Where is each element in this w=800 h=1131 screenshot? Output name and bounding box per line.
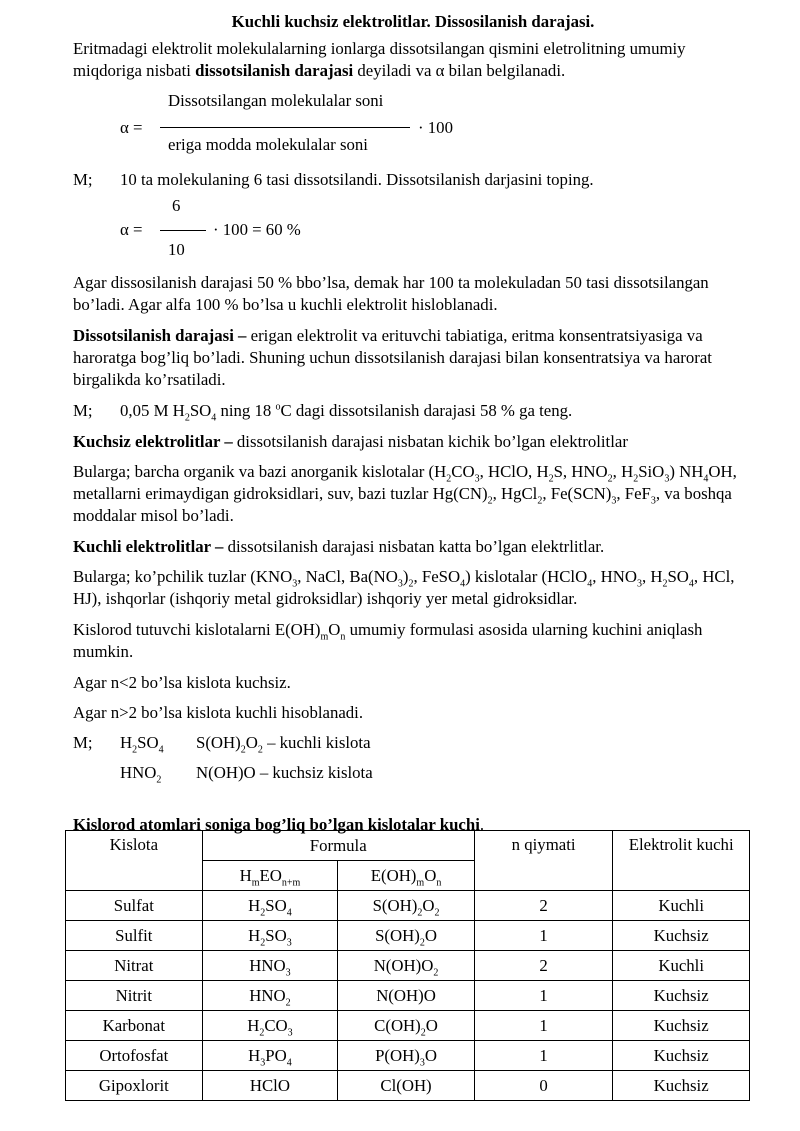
cell-strength: Kuchsiz [613, 1011, 750, 1041]
cell-acid-name: Nitrat [66, 951, 203, 981]
cell-formula-general: HClO [202, 1071, 338, 1101]
alpha-example-formula [73, 196, 753, 266]
weak-term: Kuchsiz elektrolitlar – [73, 432, 233, 451]
example-2 [73, 400, 753, 422]
intro-term: dissotsilanish darajasi [195, 61, 354, 80]
example-marker: M; [73, 170, 93, 189]
cell-formula-hydroxo: Cl(OH) [338, 1071, 475, 1101]
alpha-formula [73, 91, 753, 163]
cell-formula-general: $H_2SO_3$ [202, 921, 338, 951]
strong-text: dissotsilanish darajasi nisbatan katta bo’lgan elektrlitlar. [223, 537, 605, 556]
cell-acid-name: Sulfit [66, 921, 203, 951]
cell-formula-hydroxo: $S(OH)_2O_2$ [338, 891, 475, 921]
fraction-line [160, 127, 410, 128]
table-row [66, 981, 750, 1011]
intro-text: Eritmadagi elektrolit molekulalarning ionlarga dissotsilangan qismini eletrolitning umumiy miqdoriga nisbati [73, 39, 686, 80]
example-3-row-1 [73, 732, 753, 754]
cell-strength: Kuchli [613, 951, 750, 981]
intro-text-end: deyiladi va α bilan belgilanadi. [353, 61, 566, 80]
weak-electrolytes-definition [73, 431, 753, 453]
formula-numerator: 6 [172, 196, 181, 215]
cell-strength: Kuchsiz [613, 981, 750, 1011]
formula-lhs: α = [120, 220, 143, 239]
cell-acid-name: Karbonat [66, 1011, 203, 1041]
rule-strong: Agar n>2 bo’lsa kislota kuchli hisoblanadi. [73, 703, 364, 722]
table-row [66, 1011, 750, 1041]
header-n-value: n qiymati [474, 831, 613, 891]
cell-formula-general: $H_3PO_4$ [202, 1041, 338, 1071]
acid-formula: $HNO_2$ [120, 763, 162, 786]
cell-acid-name: Nitrit [66, 981, 203, 1011]
cell-formula-general: $HNO_3$ [202, 951, 338, 981]
header-electrolyte-strength: Elektrolit kuchi [613, 831, 750, 891]
cell-strength: Kuchsiz [613, 921, 750, 951]
formula-rhs: · 100 [418, 118, 453, 137]
example-3-row-2 [73, 762, 753, 784]
degree-text: erigan elektrolit va erituvchi tabiatiga, eritma konsentratsiyasiga va haroratga bog’liq bo’ladi. Shuning uchun dissotsilanish darajasi bilan konsentratsiya va harorat birgalikda ko’rsatiladi. [73, 326, 712, 389]
cell-formula-hydroxo: $P(OH)_3O$ [338, 1041, 475, 1071]
cell-n-value: 1 [474, 1011, 613, 1041]
header-formula: Formula [202, 831, 474, 861]
degree-definition [73, 325, 753, 391]
weak-text: dissotsilanish darajasi nisbatan kichik bo’lgan elektrolitlar [232, 432, 628, 451]
fraction-line [160, 230, 206, 231]
example-text: 10 ta molekulaning 6 tasi dissotsilandi. Dissotsilanish darjasini toping. [120, 170, 594, 189]
cell-formula-hydroxo: $S(OH)_2O$ [338, 921, 475, 951]
cell-n-value: 1 [474, 981, 613, 1011]
cell-acid-name: Sulfat [66, 891, 203, 921]
header-kislota: Kislota [66, 831, 203, 891]
document-page [73, 8, 753, 844]
degree-term: Dissotsilanish darajasi – [73, 326, 247, 345]
cell-formula-general: $H_2SO_4$ [202, 891, 338, 921]
cell-n-value: 1 [474, 921, 613, 951]
table-row [66, 891, 750, 921]
cell-formula-hydroxo: $C(OH)_2O$ [338, 1011, 475, 1041]
cell-formula-general: $HNO_2$ [202, 981, 338, 1011]
example-marker: M; [73, 733, 93, 752]
cell-acid-name: Gipoxlorit [66, 1071, 203, 1101]
cell-acid-name: Ortofosfat [66, 1041, 203, 1071]
header-formula-hydroxo: $E(OH)_mO_n$ [338, 861, 475, 891]
cell-strength: Kuchli [613, 891, 750, 921]
document-title: Kuchli kuchsiz elektrolitlar. Dissosilanish darajasi. [231, 12, 595, 31]
strong-term: Kuchli elektrolitlar – [73, 537, 224, 556]
oxygen-acid-formula-paragraph: Kislorod tutuvchi kislotalarni $E(OH)_mO_n$ umumiy formulasi asosida ularning kuchini aniqlash mumkin. [73, 620, 703, 661]
rule-weak: Agar n<2 bo’lsa kislota kuchsiz. [73, 673, 291, 692]
formula-denominator: 10 [168, 240, 185, 259]
acid-structural-formula: N(OH)O – kuchsiz kislota [196, 763, 373, 782]
table-title: Kislorod atomlari soniga bog’liq bo’lgan kislotalar kuchi. [73, 815, 485, 834]
formula-numerator: Dissotsilangan molekulalar soni [168, 91, 384, 110]
cell-formula-hydroxo: $N(OH)O_2$ [338, 951, 475, 981]
cell-n-value: 1 [474, 1041, 613, 1071]
example-1 [73, 169, 753, 191]
cell-formula-hydroxo: N(OH)O [338, 981, 475, 1011]
table-row [66, 1041, 750, 1071]
formula-denominator: eriga modda molekulalar soni [168, 135, 368, 154]
cell-strength: Kuchsiz [613, 1041, 750, 1071]
cell-n-value: 0 [474, 1071, 613, 1101]
acid-formula: $H_2SO_4$ [120, 733, 164, 756]
paragraph-50-percent: Agar dissosilanish darajasi 50 % bbo’lsa, demak har 100 ta molekuladan 50 tasi dissotsilangan bo’ladi. Agar alfa 100 % bo’lsa u kuchli elektrolit hisloblanadi. [73, 273, 709, 314]
intro-paragraph [73, 38, 753, 82]
table-row [66, 1071, 750, 1101]
cell-formula-general: $H_2CO_3$ [202, 1011, 338, 1041]
formula-lhs: α = [120, 118, 143, 137]
cell-strength: Kuchsiz [613, 1071, 750, 1101]
formula-rhs: · 100 = 60 % [213, 220, 301, 239]
example-text: 0,05 M $H_2SO_4$ ning 18 $^o$C dagi dissotsilanish darajasi 58 % ga teng. [120, 401, 573, 424]
cell-n-value: 2 [474, 891, 613, 921]
weak-electrolytes-examples: Bularga; barcha organik va bazi anorganik kislotalar ($H_2CO_3$, HClO, $H_2S$, $HNO_2$, $H_2SiO_3$) $NH_4OH$, metallarni erimaydigan gidroksidlari, suv, bazi tuzlar $Hg(CN)_2$, HgCl$_2$, $Fe(SCN)_3$, FeF$_3$, va boshqa moddalar misol bo’ladi. [73, 462, 737, 525]
table-row [66, 951, 750, 981]
table-row [66, 921, 750, 951]
cell-n-value: 2 [474, 951, 613, 981]
header-formula-general: $H_mEO_{n+m}$ [202, 861, 338, 891]
acid-strength-table [65, 830, 750, 1101]
strong-electrolytes-definition [73, 536, 753, 558]
example-marker: M; [73, 401, 93, 420]
strong-electrolytes-examples: Bularga; ko’pchilik tuzlar ($KNO_3$, NaCl, $Ba(NO_3)_2$, FeSO$_4$) kislotalar (HClO$_4$, $HNO_3$, $H_2SO_4$, HCl, HJ), ishqorlar (ishqoriy metal gidroksidlar) ishqoriy yer metal gidroksidlar. [73, 567, 735, 608]
acid-structural-formula: $S(OH)_2O_2$ – kuchli kislota [196, 733, 371, 756]
